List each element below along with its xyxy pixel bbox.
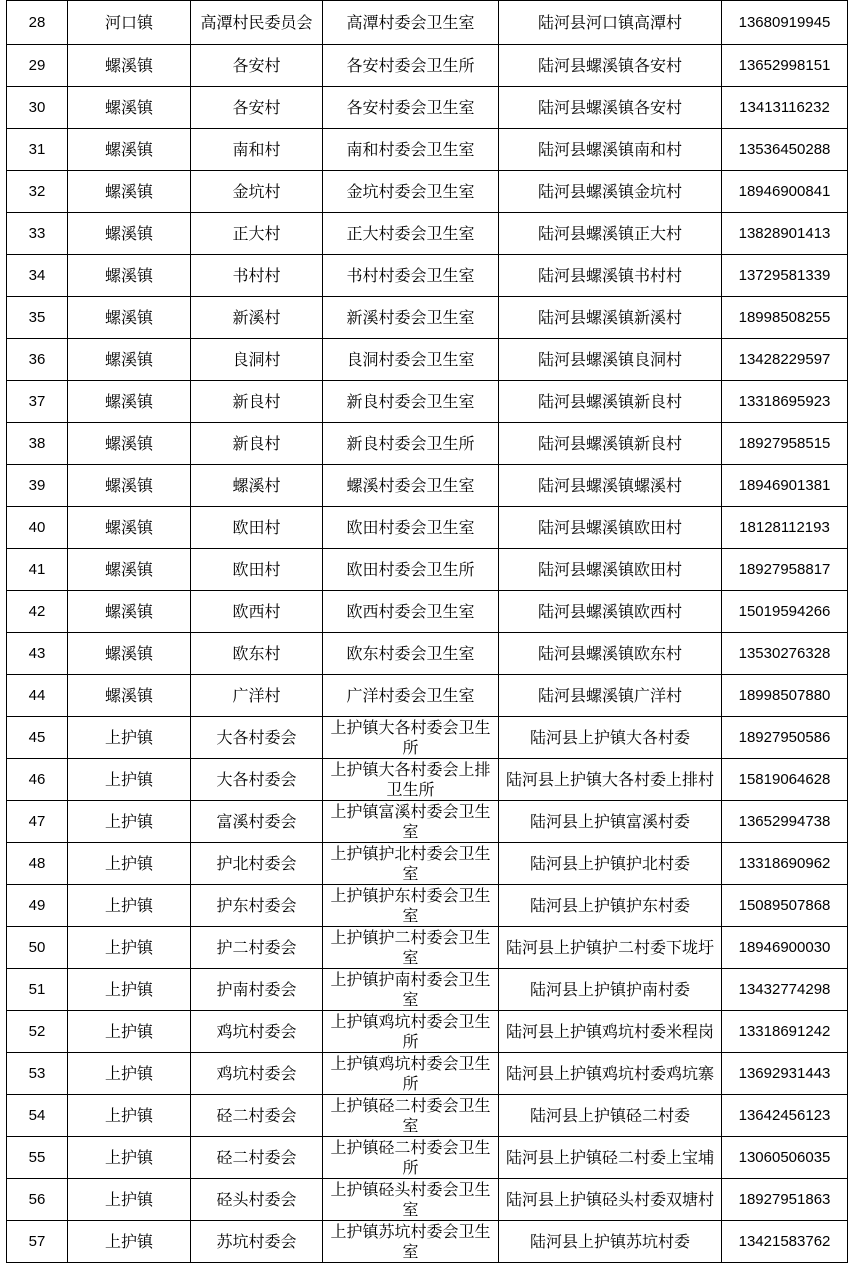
town-name-cell: 螺溪镇 — [68, 465, 191, 507]
row-number-cell: 28 — [7, 1, 68, 45]
phone-number-cell: 13530276328 — [722, 633, 848, 675]
table-row — [7, 1011, 848, 1053]
village-committee-cell: 护北村委会 — [191, 843, 323, 885]
clinic-name-cell: 广洋村委会卫生室 — [323, 675, 499, 717]
clinic-name-cell: 上护镇护南村委会卫生室 — [323, 969, 499, 1011]
clinic-address-cell: 陆河县上护镇硁二村委 — [499, 1095, 722, 1137]
clinic-name-cell: 上护镇鸡坑村委会卫生所 — [323, 1053, 499, 1095]
phone-number-cell: 18998507880 — [722, 675, 848, 717]
row-number-cell: 50 — [7, 927, 68, 969]
clinic-name-cell: 上护镇护二村委会卫生室 — [323, 927, 499, 969]
phone-number-cell: 13060506035 — [722, 1137, 848, 1179]
row-number-cell: 46 — [7, 759, 68, 801]
row-number-cell: 37 — [7, 381, 68, 423]
phone-number-cell: 15819064628 — [722, 759, 848, 801]
village-committee-cell: 护东村委会 — [191, 885, 323, 927]
table-row — [7, 843, 848, 885]
phone-number-cell: 18927958817 — [722, 549, 848, 591]
village-committee-cell: 书村村 — [191, 255, 323, 297]
town-name-cell: 上护镇 — [68, 801, 191, 843]
row-number-cell: 30 — [7, 87, 68, 129]
phone-number-cell: 13680919945 — [722, 1, 848, 45]
village-committee-cell: 螺溪村 — [191, 465, 323, 507]
clinic-name-cell: 上护镇富溪村委会卫生室 — [323, 801, 499, 843]
clinic-name-cell: 螺溪村委会卫生室 — [323, 465, 499, 507]
clinic-name-cell: 欧东村委会卫生室 — [323, 633, 499, 675]
village-committee-cell: 欧西村 — [191, 591, 323, 633]
clinic-address-cell: 陆河县螺溪镇新溪村 — [499, 297, 722, 339]
table-row — [7, 885, 848, 927]
town-name-cell: 螺溪镇 — [68, 45, 191, 87]
row-number-cell: 34 — [7, 255, 68, 297]
clinic-name-cell: 正大村委会卫生室 — [323, 213, 499, 255]
village-committee-cell: 富溪村委会 — [191, 801, 323, 843]
clinic-address-cell: 陆河县螺溪镇欧西村 — [499, 591, 722, 633]
phone-number-cell: 13428229597 — [722, 339, 848, 381]
town-name-cell: 上护镇 — [68, 843, 191, 885]
town-name-cell: 上护镇 — [68, 717, 191, 759]
village-committee-cell: 硁头村委会 — [191, 1179, 323, 1221]
clinic-address-cell: 陆河县河口镇高潭村 — [499, 1, 722, 45]
clinic-name-cell: 欧田村委会卫生所 — [323, 549, 499, 591]
table-row — [7, 465, 848, 507]
row-number-cell: 43 — [7, 633, 68, 675]
clinic-address-cell: 陆河县上护镇硁头村委双塘村 — [499, 1179, 722, 1221]
row-number-cell: 45 — [7, 717, 68, 759]
clinic-address-cell: 陆河县上护镇大各村委上排村 — [499, 759, 722, 801]
phone-number-cell: 18128112193 — [722, 507, 848, 549]
clinic-address-cell: 陆河县螺溪镇各安村 — [499, 45, 722, 87]
row-number-cell: 54 — [7, 1095, 68, 1137]
village-committee-cell: 硁二村委会 — [191, 1137, 323, 1179]
phone-number-cell: 13729581339 — [722, 255, 848, 297]
town-name-cell: 螺溪镇 — [68, 591, 191, 633]
clinic-table — [6, 0, 848, 1263]
town-name-cell: 螺溪镇 — [68, 255, 191, 297]
row-number-cell: 40 — [7, 507, 68, 549]
phone-number-cell: 13692931443 — [722, 1053, 848, 1095]
phone-number-cell: 13536450288 — [722, 129, 848, 171]
table-row — [7, 507, 848, 549]
table-row — [7, 171, 848, 213]
clinic-address-cell: 陆河县上护镇护南村委 — [499, 969, 722, 1011]
table-row — [7, 255, 848, 297]
clinic-name-cell: 上护镇硁二村委会卫生室 — [323, 1095, 499, 1137]
town-name-cell: 上护镇 — [68, 927, 191, 969]
town-name-cell: 螺溪镇 — [68, 423, 191, 465]
table-row — [7, 297, 848, 339]
table-row — [7, 969, 848, 1011]
village-committee-cell: 新良村 — [191, 381, 323, 423]
row-number-cell: 49 — [7, 885, 68, 927]
clinic-name-cell: 良洞村委会卫生室 — [323, 339, 499, 381]
phone-number-cell: 13642456123 — [722, 1095, 848, 1137]
phone-number-cell: 13318695923 — [722, 381, 848, 423]
row-number-cell: 32 — [7, 171, 68, 213]
phone-number-cell: 18946900030 — [722, 927, 848, 969]
village-committee-cell: 大各村委会 — [191, 717, 323, 759]
town-name-cell: 上护镇 — [68, 1095, 191, 1137]
clinic-address-cell: 陆河县上护镇鸡坑村委鸡坑寨 — [499, 1053, 722, 1095]
clinic-name-cell: 各安村委会卫生所 — [323, 45, 499, 87]
table-row — [7, 675, 848, 717]
row-number-cell: 29 — [7, 45, 68, 87]
clinic-name-cell: 上护镇大各村委会卫生所 — [323, 717, 499, 759]
clinic-name-cell: 上护镇大各村委会上排卫生所 — [323, 759, 499, 801]
village-committee-cell: 苏坑村委会 — [191, 1221, 323, 1263]
clinic-address-cell: 陆河县螺溪镇书村村 — [499, 255, 722, 297]
phone-number-cell: 18927950586 — [722, 717, 848, 759]
town-name-cell: 螺溪镇 — [68, 297, 191, 339]
village-committee-cell: 鸡坑村委会 — [191, 1053, 323, 1095]
village-committee-cell: 护二村委会 — [191, 927, 323, 969]
town-name-cell: 上护镇 — [68, 1011, 191, 1053]
village-committee-cell: 新溪村 — [191, 297, 323, 339]
row-number-cell: 33 — [7, 213, 68, 255]
town-name-cell: 上护镇 — [68, 1137, 191, 1179]
clinic-address-cell: 陆河县螺溪镇新良村 — [499, 423, 722, 465]
phone-number-cell: 13432774298 — [722, 969, 848, 1011]
clinic-address-cell: 陆河县螺溪镇良洞村 — [499, 339, 722, 381]
clinic-name-cell: 高潭村委会卫生室 — [323, 1, 499, 45]
clinic-name-cell: 上护镇护北村委会卫生室 — [323, 843, 499, 885]
phone-number-cell: 13828901413 — [722, 213, 848, 255]
table-body — [7, 1, 848, 1263]
village-committee-cell: 正大村 — [191, 213, 323, 255]
table-row — [7, 633, 848, 675]
clinic-address-cell: 陆河县螺溪镇南和村 — [499, 129, 722, 171]
table-row — [7, 759, 848, 801]
phone-number-cell: 18998508255 — [722, 297, 848, 339]
row-number-cell: 35 — [7, 297, 68, 339]
table-row — [7, 45, 848, 87]
clinic-address-cell: 陆河县螺溪镇正大村 — [499, 213, 722, 255]
village-committee-cell: 欧田村 — [191, 549, 323, 591]
clinic-address-cell: 陆河县上护镇护二村委下垅圩 — [499, 927, 722, 969]
clinic-address-cell: 陆河县螺溪镇螺溪村 — [499, 465, 722, 507]
town-name-cell: 上护镇 — [68, 969, 191, 1011]
table-row — [7, 927, 848, 969]
clinic-name-cell: 上护镇护东村委会卫生室 — [323, 885, 499, 927]
phone-number-cell: 18927958515 — [722, 423, 848, 465]
town-name-cell: 螺溪镇 — [68, 675, 191, 717]
row-number-cell: 51 — [7, 969, 68, 1011]
clinic-name-cell: 欧西村委会卫生室 — [323, 591, 499, 633]
village-committee-cell: 大各村委会 — [191, 759, 323, 801]
phone-number-cell: 13652994738 — [722, 801, 848, 843]
clinic-address-cell: 陆河县上护镇护北村委 — [499, 843, 722, 885]
row-number-cell: 36 — [7, 339, 68, 381]
village-committee-cell: 各安村 — [191, 87, 323, 129]
row-number-cell: 55 — [7, 1137, 68, 1179]
town-name-cell: 螺溪镇 — [68, 171, 191, 213]
phone-number-cell: 13413116232 — [722, 87, 848, 129]
village-committee-cell: 护南村委会 — [191, 969, 323, 1011]
clinic-address-cell: 陆河县螺溪镇各安村 — [499, 87, 722, 129]
clinic-name-cell: 上护镇鸡坑村委会卫生所 — [323, 1011, 499, 1053]
clinic-address-cell: 陆河县螺溪镇欧田村 — [499, 549, 722, 591]
row-number-cell: 38 — [7, 423, 68, 465]
phone-number-cell: 18946901381 — [722, 465, 848, 507]
row-number-cell: 31 — [7, 129, 68, 171]
table-row — [7, 129, 848, 171]
town-name-cell: 上护镇 — [68, 885, 191, 927]
table-row — [7, 1095, 848, 1137]
clinic-address-cell: 陆河县上护镇富溪村委 — [499, 801, 722, 843]
clinic-address-cell: 陆河县上护镇硁二村委上宝埔 — [499, 1137, 722, 1179]
clinic-name-cell: 书村村委会卫生室 — [323, 255, 499, 297]
phone-number-cell: 15089507868 — [722, 885, 848, 927]
clinic-address-cell: 陆河县螺溪镇金坑村 — [499, 171, 722, 213]
phone-number-cell: 13318691242 — [722, 1011, 848, 1053]
row-number-cell: 48 — [7, 843, 68, 885]
clinic-name-cell: 新良村委会卫生所 — [323, 423, 499, 465]
table-row — [7, 1, 848, 45]
table-row — [7, 1053, 848, 1095]
table-row — [7, 591, 848, 633]
village-committee-cell: 南和村 — [191, 129, 323, 171]
table-row — [7, 87, 848, 129]
row-number-cell: 56 — [7, 1179, 68, 1221]
row-number-cell: 53 — [7, 1053, 68, 1095]
table-row — [7, 801, 848, 843]
clinic-name-cell: 新良村委会卫生室 — [323, 381, 499, 423]
row-number-cell: 39 — [7, 465, 68, 507]
table-row — [7, 717, 848, 759]
row-number-cell: 42 — [7, 591, 68, 633]
town-name-cell: 河口镇 — [68, 1, 191, 45]
clinic-name-cell: 南和村委会卫生室 — [323, 129, 499, 171]
phone-number-cell: 13421583762 — [722, 1221, 848, 1263]
village-committee-cell: 各安村 — [191, 45, 323, 87]
table-row — [7, 381, 848, 423]
table-row — [7, 213, 848, 255]
clinic-address-cell: 陆河县上护镇鸡坑村委米程岗 — [499, 1011, 722, 1053]
clinic-address-cell: 陆河县上护镇护东村委 — [499, 885, 722, 927]
phone-number-cell: 13652998151 — [722, 45, 848, 87]
village-committee-cell: 鸡坑村委会 — [191, 1011, 323, 1053]
clinic-address-cell: 陆河县螺溪镇新良村 — [499, 381, 722, 423]
clinic-name-cell: 上护镇苏坑村委会卫生室 — [323, 1221, 499, 1263]
clinic-address-cell: 陆河县上护镇苏坑村委 — [499, 1221, 722, 1263]
table-row — [7, 339, 848, 381]
town-name-cell: 螺溪镇 — [68, 129, 191, 171]
village-committee-cell: 广洋村 — [191, 675, 323, 717]
table-row — [7, 1137, 848, 1179]
row-number-cell: 57 — [7, 1221, 68, 1263]
phone-number-cell: 15019594266 — [722, 591, 848, 633]
village-committee-cell: 高潭村民委员会 — [191, 1, 323, 45]
clinic-name-cell: 上护镇硁二村委会卫生所 — [323, 1137, 499, 1179]
village-committee-cell: 硁二村委会 — [191, 1095, 323, 1137]
table-row — [7, 1221, 848, 1263]
village-committee-cell: 良洞村 — [191, 339, 323, 381]
town-name-cell: 螺溪镇 — [68, 381, 191, 423]
table-row — [7, 549, 848, 591]
clinic-name-cell: 金坑村委会卫生室 — [323, 171, 499, 213]
clinic-address-cell: 陆河县螺溪镇欧东村 — [499, 633, 722, 675]
row-number-cell: 52 — [7, 1011, 68, 1053]
clinic-address-cell: 陆河县上护镇大各村委 — [499, 717, 722, 759]
town-name-cell: 上护镇 — [68, 1221, 191, 1263]
town-name-cell: 螺溪镇 — [68, 549, 191, 591]
phone-number-cell: 18927951863 — [722, 1179, 848, 1221]
village-committee-cell: 欧东村 — [191, 633, 323, 675]
clinic-name-cell: 新溪村委会卫生室 — [323, 297, 499, 339]
table-row — [7, 1179, 848, 1221]
town-name-cell: 上护镇 — [68, 1179, 191, 1221]
clinic-name-cell: 欧田村委会卫生室 — [323, 507, 499, 549]
clinic-name-cell: 上护镇硁头村委会卫生室 — [323, 1179, 499, 1221]
town-name-cell: 螺溪镇 — [68, 339, 191, 381]
village-committee-cell: 金坑村 — [191, 171, 323, 213]
phone-number-cell: 18946900841 — [722, 171, 848, 213]
town-name-cell: 螺溪镇 — [68, 87, 191, 129]
table-row — [7, 423, 848, 465]
town-name-cell: 螺溪镇 — [68, 507, 191, 549]
clinic-address-cell: 陆河县螺溪镇欧田村 — [499, 507, 722, 549]
town-name-cell: 螺溪镇 — [68, 213, 191, 255]
town-name-cell: 上护镇 — [68, 759, 191, 801]
village-committee-cell: 欧田村 — [191, 507, 323, 549]
village-committee-cell: 新良村 — [191, 423, 323, 465]
clinic-name-cell: 各安村委会卫生室 — [323, 87, 499, 129]
town-name-cell: 上护镇 — [68, 1053, 191, 1095]
town-name-cell: 螺溪镇 — [68, 633, 191, 675]
row-number-cell: 44 — [7, 675, 68, 717]
clinic-address-cell: 陆河县螺溪镇广洋村 — [499, 675, 722, 717]
phone-number-cell: 13318690962 — [722, 843, 848, 885]
row-number-cell: 41 — [7, 549, 68, 591]
row-number-cell: 47 — [7, 801, 68, 843]
